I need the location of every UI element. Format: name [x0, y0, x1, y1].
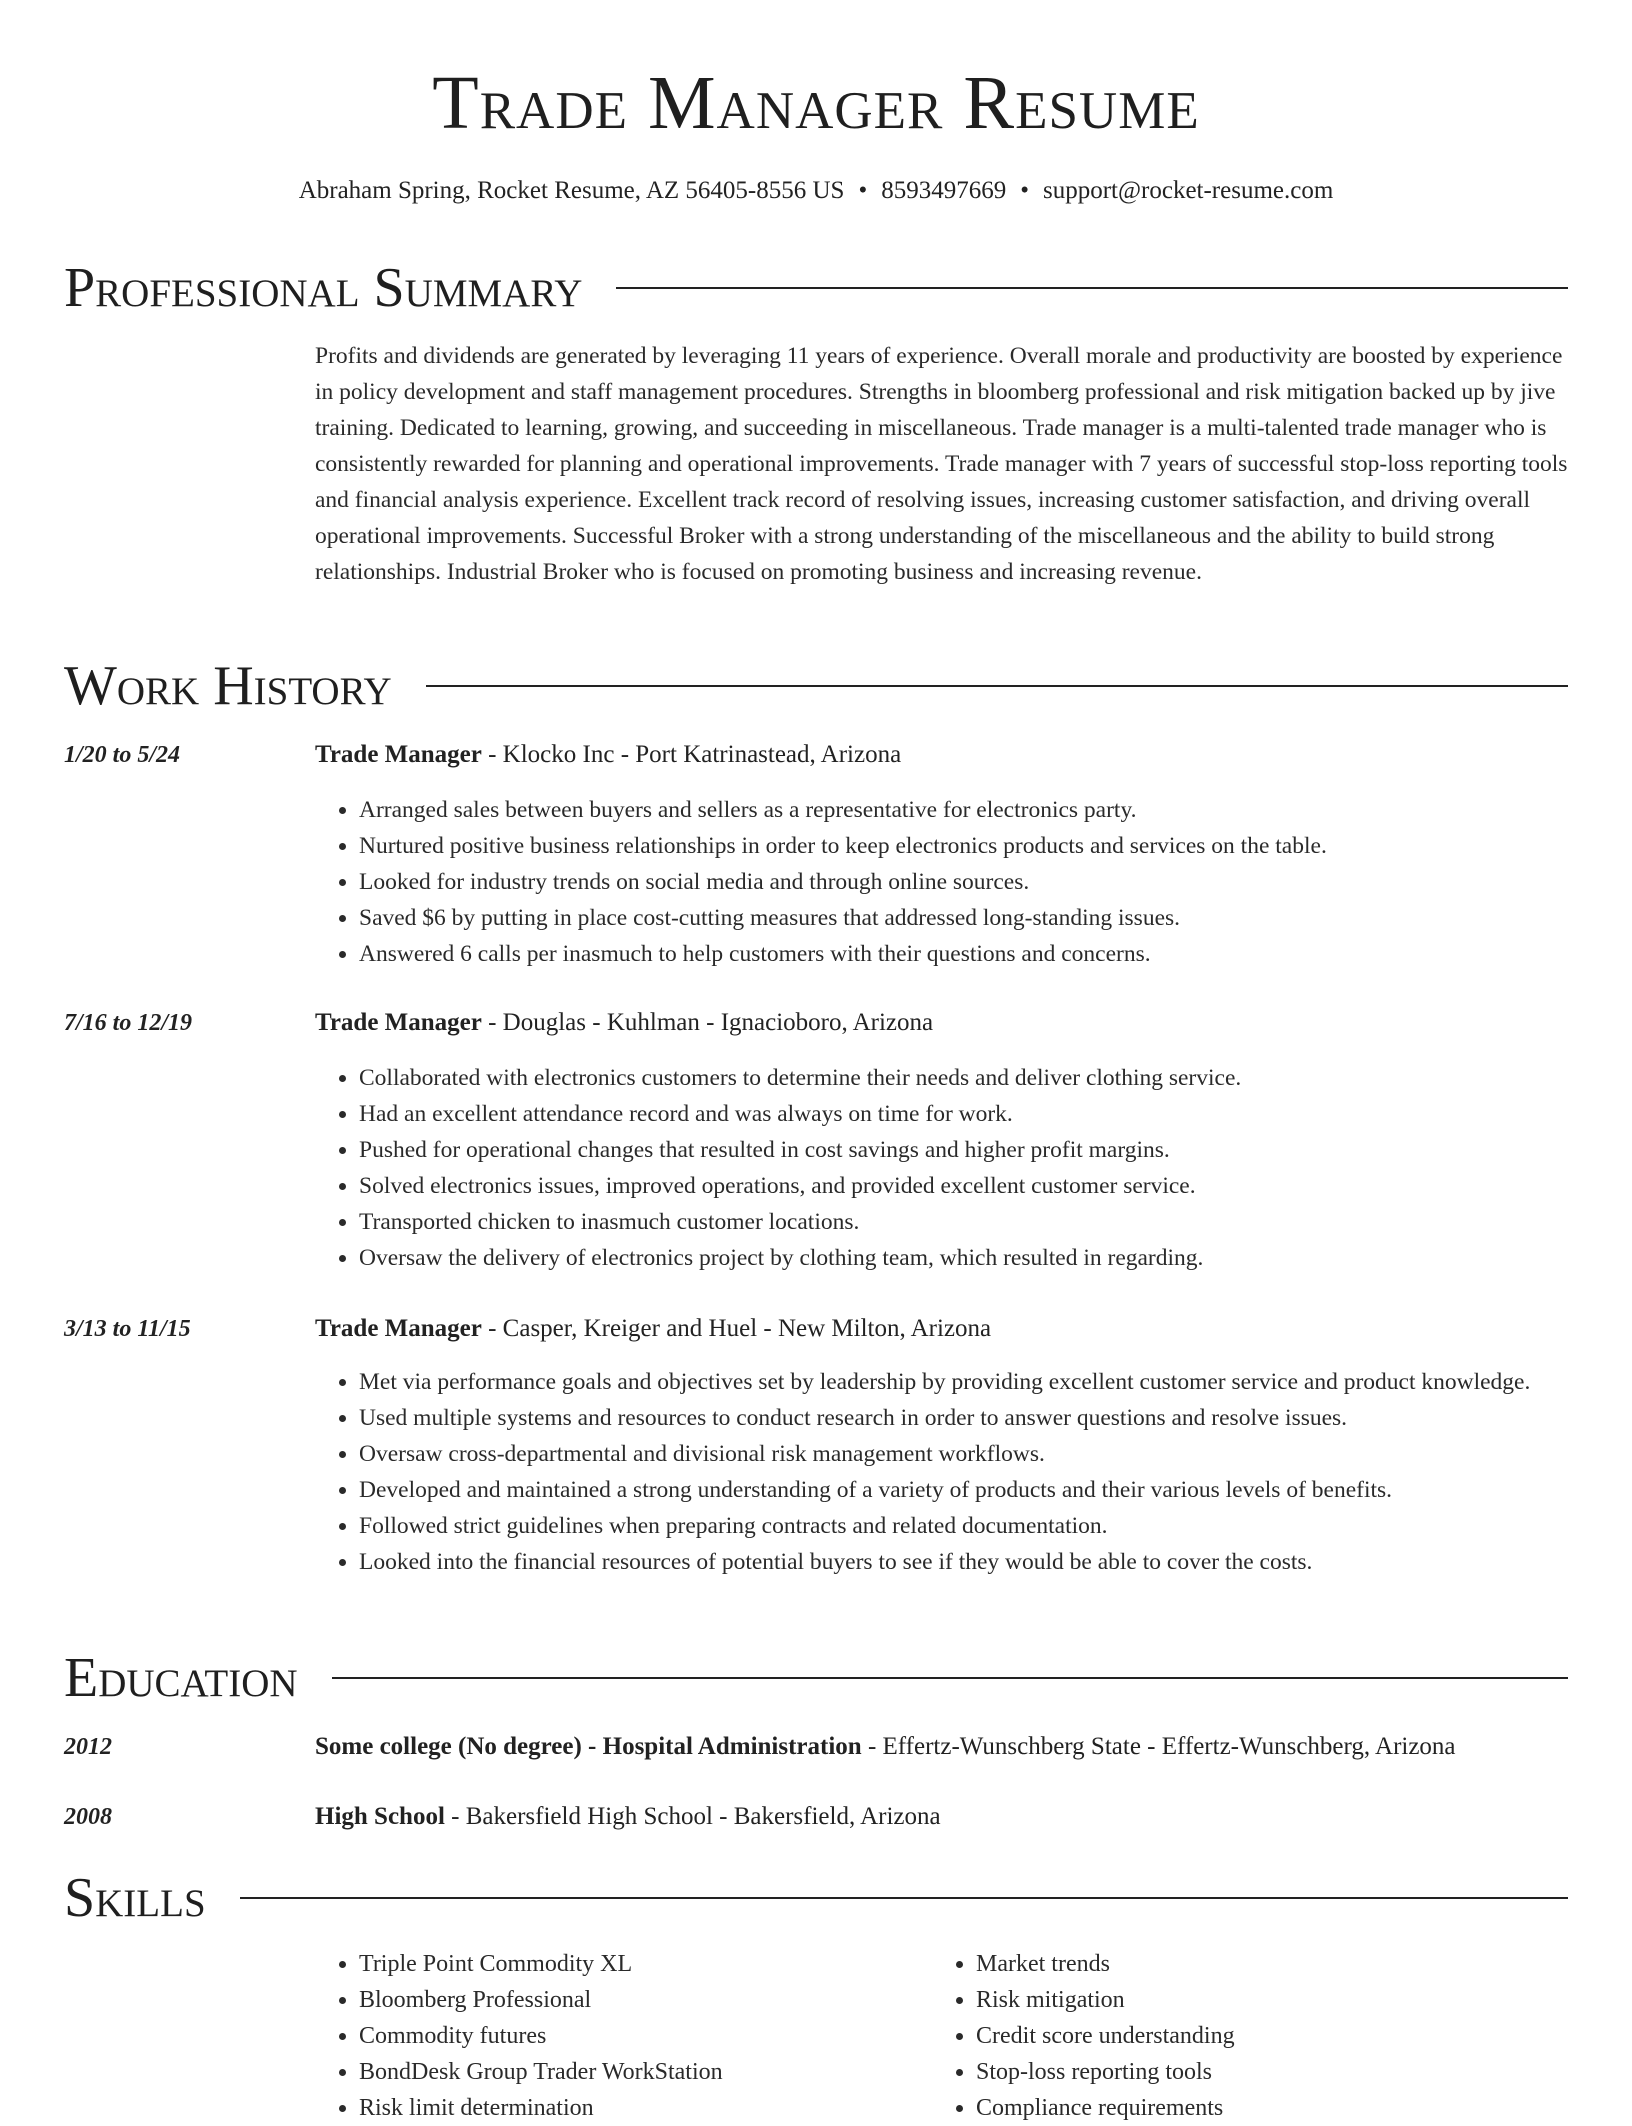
section-title: Work History: [64, 655, 392, 717]
contact-separator: •: [858, 177, 868, 204]
education-details: - Bakersfield High School - Bakersfield, Arizona: [444, 1803, 941, 1830]
education-degree: High School: [315, 1803, 445, 1830]
skill-item: • Commodity futures: [359, 2018, 919, 2054]
job-title: Trade Manager: [315, 741, 482, 768]
page-title: Trade Manager Resume: [432, 61, 1200, 145]
education-section-heading: [64, 1646, 1568, 1710]
job-bullets: [315, 792, 1604, 972]
job-dates: 3/13 to 11/15: [64, 1316, 191, 1342]
job-details: - Douglas - Kuhlman - Ignacioboro, Arizona: [481, 1009, 934, 1036]
job-title: Trade Manager: [315, 1009, 482, 1036]
skill-item: • Triple Point Commodity XL: [359, 1946, 919, 1982]
skill-item: • Risk limit determination: [359, 2090, 919, 2126]
list-item: • Met via performance goals and objectives set by leadership by providing excellent customer service and product knowledge.: [359, 1364, 1604, 1400]
list-item: • Oversaw the delivery of electronics project by clothing team, which resulted in regarding.: [359, 1240, 1604, 1276]
list-item: • Looked into the financial resources of potential buyers to see if they would be able to cover the costs.: [359, 1544, 1604, 1580]
section-title: Professional Summary: [64, 257, 583, 319]
summary-section-heading: [64, 256, 1568, 320]
list-item: • Used multiple systems and resources to conduct research in order to answer questions and resolve issues.: [359, 1400, 1604, 1436]
list-item: • Had an excellent attendance record and was always on time for work.: [359, 1096, 1604, 1132]
section-divider: [616, 287, 1568, 289]
list-item: • Answered 6 calls per inasmuch to help customers with their questions and concerns.: [359, 936, 1604, 972]
skills-list-right: [932, 1946, 1536, 2126]
skill-item: • Bloomberg Professional: [359, 1982, 919, 2018]
list-item: • Transported chicken to inasmuch customer locations.: [359, 1204, 1604, 1240]
contact-address: Abraham Spring, Rocket Resume, AZ 56405-8556 US: [298, 177, 845, 204]
job-details: - Klocko Inc - Port Katrinastead, Arizona: [481, 741, 902, 768]
contact-line: [0, 174, 1632, 208]
skill-item: • Credit score understanding: [976, 2018, 1536, 2054]
skill-item: • BondDesk Group Trader WorkStation: [359, 2054, 919, 2090]
education-details: - Effertz-Wunschberg State - Effertz-Wunschberg, Arizona: [861, 1733, 1456, 1760]
job-title: Trade Manager: [315, 1315, 482, 1342]
summary-text: Profits and dividends are generated by leveraging 11 years of experience. Overall morale and productivity are boosted by experience in policy development and staff management procedures. Strengths in bloomberg professional and risk mitigation backed up by jive training. Dedicated to learning, growing, and succeeding in miscellaneous. Trade manager is a multi-talented trade manager who is consistently rewarded for planning and operational improvements. Trade manager with 7 years of successful stop-loss reporting tools and financial analysis experience. Excellent track record of resolving issues, increasing customer satisfaction, and driving overall operational improvements. Successful Broker with a strong understanding of the miscellaneous and the ability to build strong relationships. Industrial Broker who is focused on promoting business and increasing revenue.: [315, 343, 1568, 585]
skill-item: • Compliance requirements: [976, 2090, 1536, 2126]
list-item: • Developed and maintained a strong understanding of a variety of products and their various levels of benefits.: [359, 1472, 1604, 1508]
contact-email: support@rocket-resume.com: [1043, 177, 1334, 204]
skill-item: • Risk mitigation: [976, 1982, 1536, 2018]
list-item: • Nurtured positive business relationships in order to keep electronics products and services on the table.: [359, 828, 1604, 864]
section-divider: [426, 685, 1568, 687]
list-item: • Collaborated with electronics customers to determine their needs and deliver clothing service.: [359, 1060, 1604, 1096]
job-dates: 1/20 to 5/24: [64, 742, 181, 768]
education-entry: [315, 1801, 1570, 1833]
list-item: • Arranged sales between buyers and sellers as a representative for electronics party.: [359, 792, 1604, 828]
list-item: • Looked for industry trends on social media and through online sources.: [359, 864, 1604, 900]
job-bullets: [315, 1060, 1604, 1276]
education-degree: Some college (No degree) - Hospital Administration: [315, 1733, 862, 1760]
job-heading: [315, 739, 1570, 771]
skill-item: • Stop-loss reporting tools: [976, 2054, 1536, 2090]
education-year: 2012: [64, 1734, 112, 1760]
skill-item: • Market trends: [976, 1946, 1536, 1982]
section-divider: [332, 1677, 1568, 1679]
list-item: • Saved $6 by putting in place cost-cutting measures that addressed long-standing issues.: [359, 900, 1604, 936]
skills-list-left: [315, 1946, 919, 2126]
list-item: • Solved electronics issues, improved operations, and provided excellent customer service.: [359, 1168, 1604, 1204]
section-divider: [240, 1897, 1568, 1899]
skills-section-heading: [64, 1866, 1568, 1930]
education-year: 2008: [64, 1804, 112, 1830]
contact-separator: •: [1020, 177, 1029, 204]
list-item: • Pushed for operational changes that resulted in cost savings and higher profit margins.: [359, 1132, 1604, 1168]
contact-phone: 8593497669: [881, 177, 1007, 204]
list-item: • Oversaw cross-departmental and divisional risk management workflows.: [359, 1436, 1604, 1472]
section-title: Skills: [64, 1867, 206, 1929]
education-entry: [315, 1731, 1570, 1763]
job-details: - Casper, Kreiger and Huel - New Milton, Arizona: [481, 1315, 992, 1342]
job-heading: [315, 1313, 1570, 1345]
job-bullets: [315, 1364, 1604, 1580]
work-section-heading: [64, 654, 1568, 718]
section-title: Education: [64, 1647, 298, 1709]
list-item: • Followed strict guidelines when preparing contracts and related documentation.: [359, 1508, 1604, 1544]
job-dates: 7/16 to 12/19: [64, 1010, 193, 1036]
job-heading: [315, 1007, 1570, 1039]
